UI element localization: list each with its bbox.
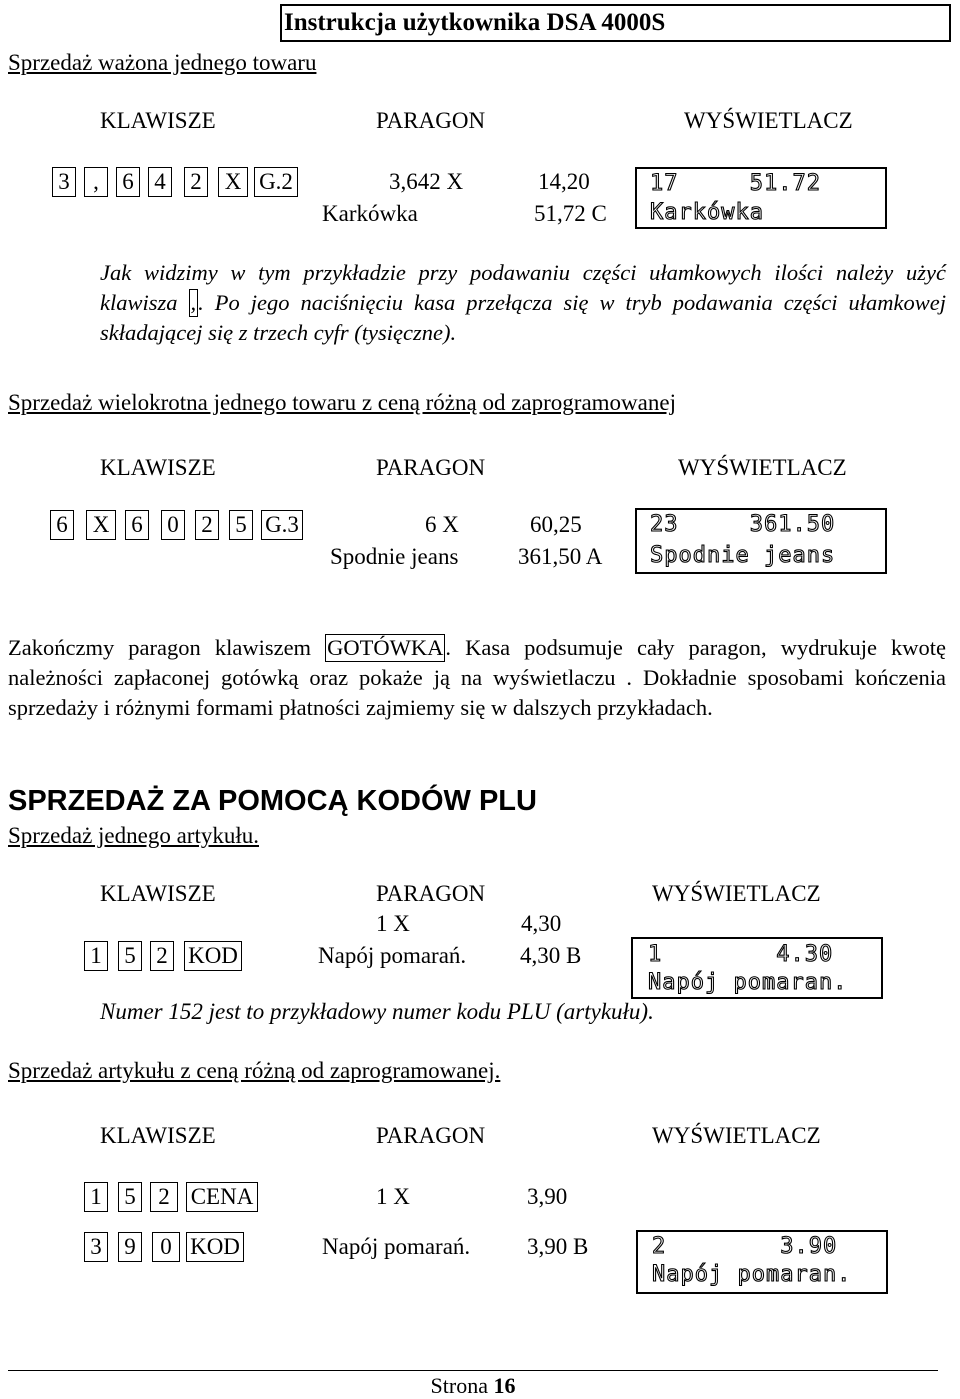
key-g2: G.2 bbox=[254, 167, 298, 197]
receipt-total: 361,50 A bbox=[518, 544, 603, 569]
key-1: 1 bbox=[84, 941, 108, 971]
note-comma-key bbox=[100, 258, 946, 348]
key-x: X bbox=[86, 510, 116, 540]
key-6: 6 bbox=[50, 510, 74, 540]
key-3: 3 bbox=[52, 167, 76, 197]
lcd-line-2: Napój pomaran. bbox=[648, 970, 848, 995]
col-header-display: WYŚWIETLACZ bbox=[678, 455, 847, 480]
lcd-line-1: 2 3.90 bbox=[652, 1234, 838, 1259]
receipt-item-name: Karkówka bbox=[322, 201, 418, 226]
note-text-1: Zakończmy paragon klawiszem bbox=[8, 635, 312, 660]
note-text-1: Jak widzimy w tym przykładzie przy podawaniu części ułamkowych ilości należy użyć klawisza bbox=[100, 260, 946, 315]
section-title-weighted-sale: Sprzedaż ważona jednego towaru bbox=[8, 50, 317, 75]
lcd-line-2: Karkówka bbox=[650, 200, 764, 225]
receipt-item-name: Napój pomarań. bbox=[322, 1234, 471, 1259]
key-x: X bbox=[218, 167, 248, 197]
section-title-multiple-sale: Sprzedaż wielokrotna jednego towaru z ceną różną od zaprogramowanej bbox=[8, 390, 676, 415]
key-0: 0 bbox=[152, 1232, 180, 1262]
key-2: 2 bbox=[184, 167, 208, 197]
key-9: 9 bbox=[118, 1232, 142, 1262]
key-5: 5 bbox=[118, 941, 142, 971]
inline-key-gotowka: GOTÓWKA bbox=[327, 635, 444, 660]
col-header-keys: KLAWISZE bbox=[100, 881, 216, 906]
key-5: 5 bbox=[229, 510, 253, 540]
col-header-display: WYŚWIETLACZ bbox=[652, 1123, 821, 1148]
col-header-receipt: PARAGON bbox=[376, 1123, 486, 1148]
key-4: 4 bbox=[148, 167, 172, 197]
receipt-qty: 3,642 X bbox=[389, 169, 464, 194]
key-comma: , bbox=[84, 167, 108, 197]
footer-rule bbox=[8, 1370, 938, 1371]
col-header-display: WYŚWIETLACZ bbox=[684, 108, 853, 133]
page-value: 16 bbox=[493, 1373, 516, 1398]
inline-key-comma: , bbox=[190, 290, 197, 315]
lcd-line-2: Napój pomaran. bbox=[652, 1262, 852, 1287]
receipt-item-name: Spodnie jeans bbox=[330, 544, 459, 569]
receipt-price: 60,25 bbox=[530, 512, 582, 537]
col-header-receipt: PARAGON bbox=[376, 881, 486, 906]
key-6: 6 bbox=[116, 167, 140, 197]
receipt-price: 14,20 bbox=[538, 169, 590, 194]
receipt-total: 51,72 C bbox=[534, 201, 607, 226]
col-header-keys: KLAWISZE bbox=[100, 108, 216, 133]
section-title-single-article: Sprzedaż jednego artykułu. bbox=[8, 823, 259, 848]
key-0: 0 bbox=[161, 510, 185, 540]
note-finish-receipt bbox=[8, 633, 946, 723]
receipt-price: 3,90 bbox=[527, 1184, 568, 1209]
note-plu-number: Numer 152 jest to przykładowy numer kodu PLU (artykułu). bbox=[100, 999, 654, 1024]
receipt-item-name: Napój pomarań. bbox=[318, 943, 467, 968]
key-2: 2 bbox=[150, 1182, 178, 1212]
key-3: 3 bbox=[84, 1232, 108, 1262]
section-heading-plu: SPRZEDAŻ ZA POMOCĄ KODÓW PLU bbox=[8, 785, 537, 817]
key-1: 1 bbox=[84, 1182, 108, 1212]
note-text-2: . Kasa podsumuje cały paragon, wydrukuje kwotę należności zapłaconej gotówką oraz pokaże ją na wyświetlaczu . Dokładnie sposobami kończenia sprzedaży i różnymi formami płatności zajmiemy się w dalszych przykładach. bbox=[8, 635, 947, 720]
lcd-line-1: 23 361.50 bbox=[650, 512, 836, 537]
key-6: 6 bbox=[125, 510, 149, 540]
document-title: Instrukcja użytkownika DSA 4000S bbox=[284, 9, 666, 36]
receipt-price: 4,30 bbox=[521, 911, 562, 936]
page-label: Strona bbox=[430, 1373, 488, 1398]
note-text-2: . Po jego naciśnięciu kasa przełącza się w tryb podawania części ułamkowej składającej się z trzech cyfr (tysięczne). bbox=[100, 290, 946, 345]
receipt-total: 4,30 B bbox=[520, 943, 582, 968]
key-kod: KOD bbox=[186, 1232, 244, 1262]
col-header-receipt: PARAGON bbox=[376, 455, 486, 480]
key-2: 2 bbox=[150, 941, 174, 971]
receipt-qty: 1 X bbox=[376, 911, 410, 936]
key-2: 2 bbox=[195, 510, 219, 540]
lcd-line-1: 17 51.72 bbox=[650, 171, 821, 196]
receipt-qty: 6 X bbox=[425, 512, 459, 537]
key-5: 5 bbox=[118, 1182, 142, 1212]
page-number bbox=[0, 1373, 946, 1399]
section-title-article-other-price: Sprzedaż artykułu z ceną różną od zaprogramowanej. bbox=[8, 1058, 501, 1083]
col-header-receipt: PARAGON bbox=[376, 108, 486, 133]
key-kod: KOD bbox=[184, 941, 242, 971]
receipt-total: 3,90 B bbox=[527, 1234, 589, 1259]
lcd-line-1: 1 4.30 bbox=[648, 942, 834, 967]
lcd-line-2: Spodnie jeans bbox=[650, 543, 836, 568]
key-cena: CENA bbox=[186, 1182, 258, 1212]
col-header-display: WYŚWIETLACZ bbox=[652, 881, 821, 906]
col-header-keys: KLAWISZE bbox=[100, 1123, 216, 1148]
col-header-keys: KLAWISZE bbox=[100, 455, 216, 480]
key-g3: G.3 bbox=[261, 510, 303, 540]
receipt-qty: 1 X bbox=[376, 1184, 410, 1209]
